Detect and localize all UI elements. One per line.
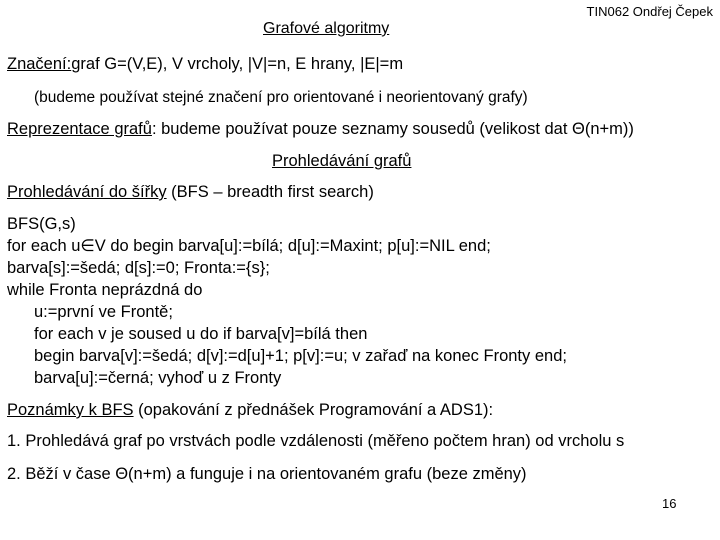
bfs-heading <box>7 182 374 202</box>
algo-line-3: barva[s]:=šedá; d[s]:=0; Fronta:={s}; <box>7 259 270 277</box>
slide-title: Grafové algoritmy <box>263 20 390 37</box>
algo-line-2: for each u∈V do begin barva[u]:=bílá; d[u]:=Maxint; p[u]:=NIL end; <box>7 237 491 255</box>
notation-note: (budeme používat stejné značení pro orientované i neorientovaný grafy) <box>34 89 528 106</box>
slide-header: TIN062 Ondřej Čepek <box>586 4 713 19</box>
algo-line-4: while Fronta neprázdná do <box>7 281 203 299</box>
representation-text: : budeme používat pouze seznamy sousedů (velikost dat Θ(n+m)) <box>151 120 634 138</box>
bfs-heading-text: (BFS – breadth first search) <box>166 183 374 201</box>
algo-line-1: BFS(G,s) <box>7 215 76 233</box>
page-number: 16 <box>662 496 677 511</box>
algo-line-7: begin barva[v]:=šedá; d[v]:=d[u]+1; p[v]:=u; v zařaď na konec Fronty end; <box>34 347 567 365</box>
representation-line <box>7 119 634 139</box>
notation-line <box>7 54 403 74</box>
algo-line-8: barva[u]:=černá; vyhoď u z Fronty <box>34 369 282 387</box>
algo-line-6: for each v je soused u do if barva[v]=bílá then <box>34 325 368 343</box>
notes-label: Poznámky k BFS <box>7 401 134 419</box>
note-item-2: 2. Běží v čase Θ(n+m) a funguje i na orientovaném grafu (beze změny) <box>7 465 527 483</box>
algo-line-5: u:=první ve Frontě; <box>34 303 173 321</box>
notation-text: graf G=(V,E), V vrcholy, |V|=n, E hrany, |E|=m <box>71 55 404 73</box>
notation-label: Značení: <box>7 55 72 73</box>
representation-label: Reprezentace grafů <box>7 120 152 138</box>
section-title: Prohledávání grafů <box>272 152 412 170</box>
notes-text: (opakování z přednášek Programování a ADS1): <box>133 401 494 419</box>
note-item-1: 1. Prohledává graf po vrstvách podle vzdálenosti (měřeno počtem hran) od vrcholu s <box>7 432 625 450</box>
notes-heading <box>7 400 493 420</box>
bfs-heading-label: Prohledávání do šířky <box>7 183 167 201</box>
